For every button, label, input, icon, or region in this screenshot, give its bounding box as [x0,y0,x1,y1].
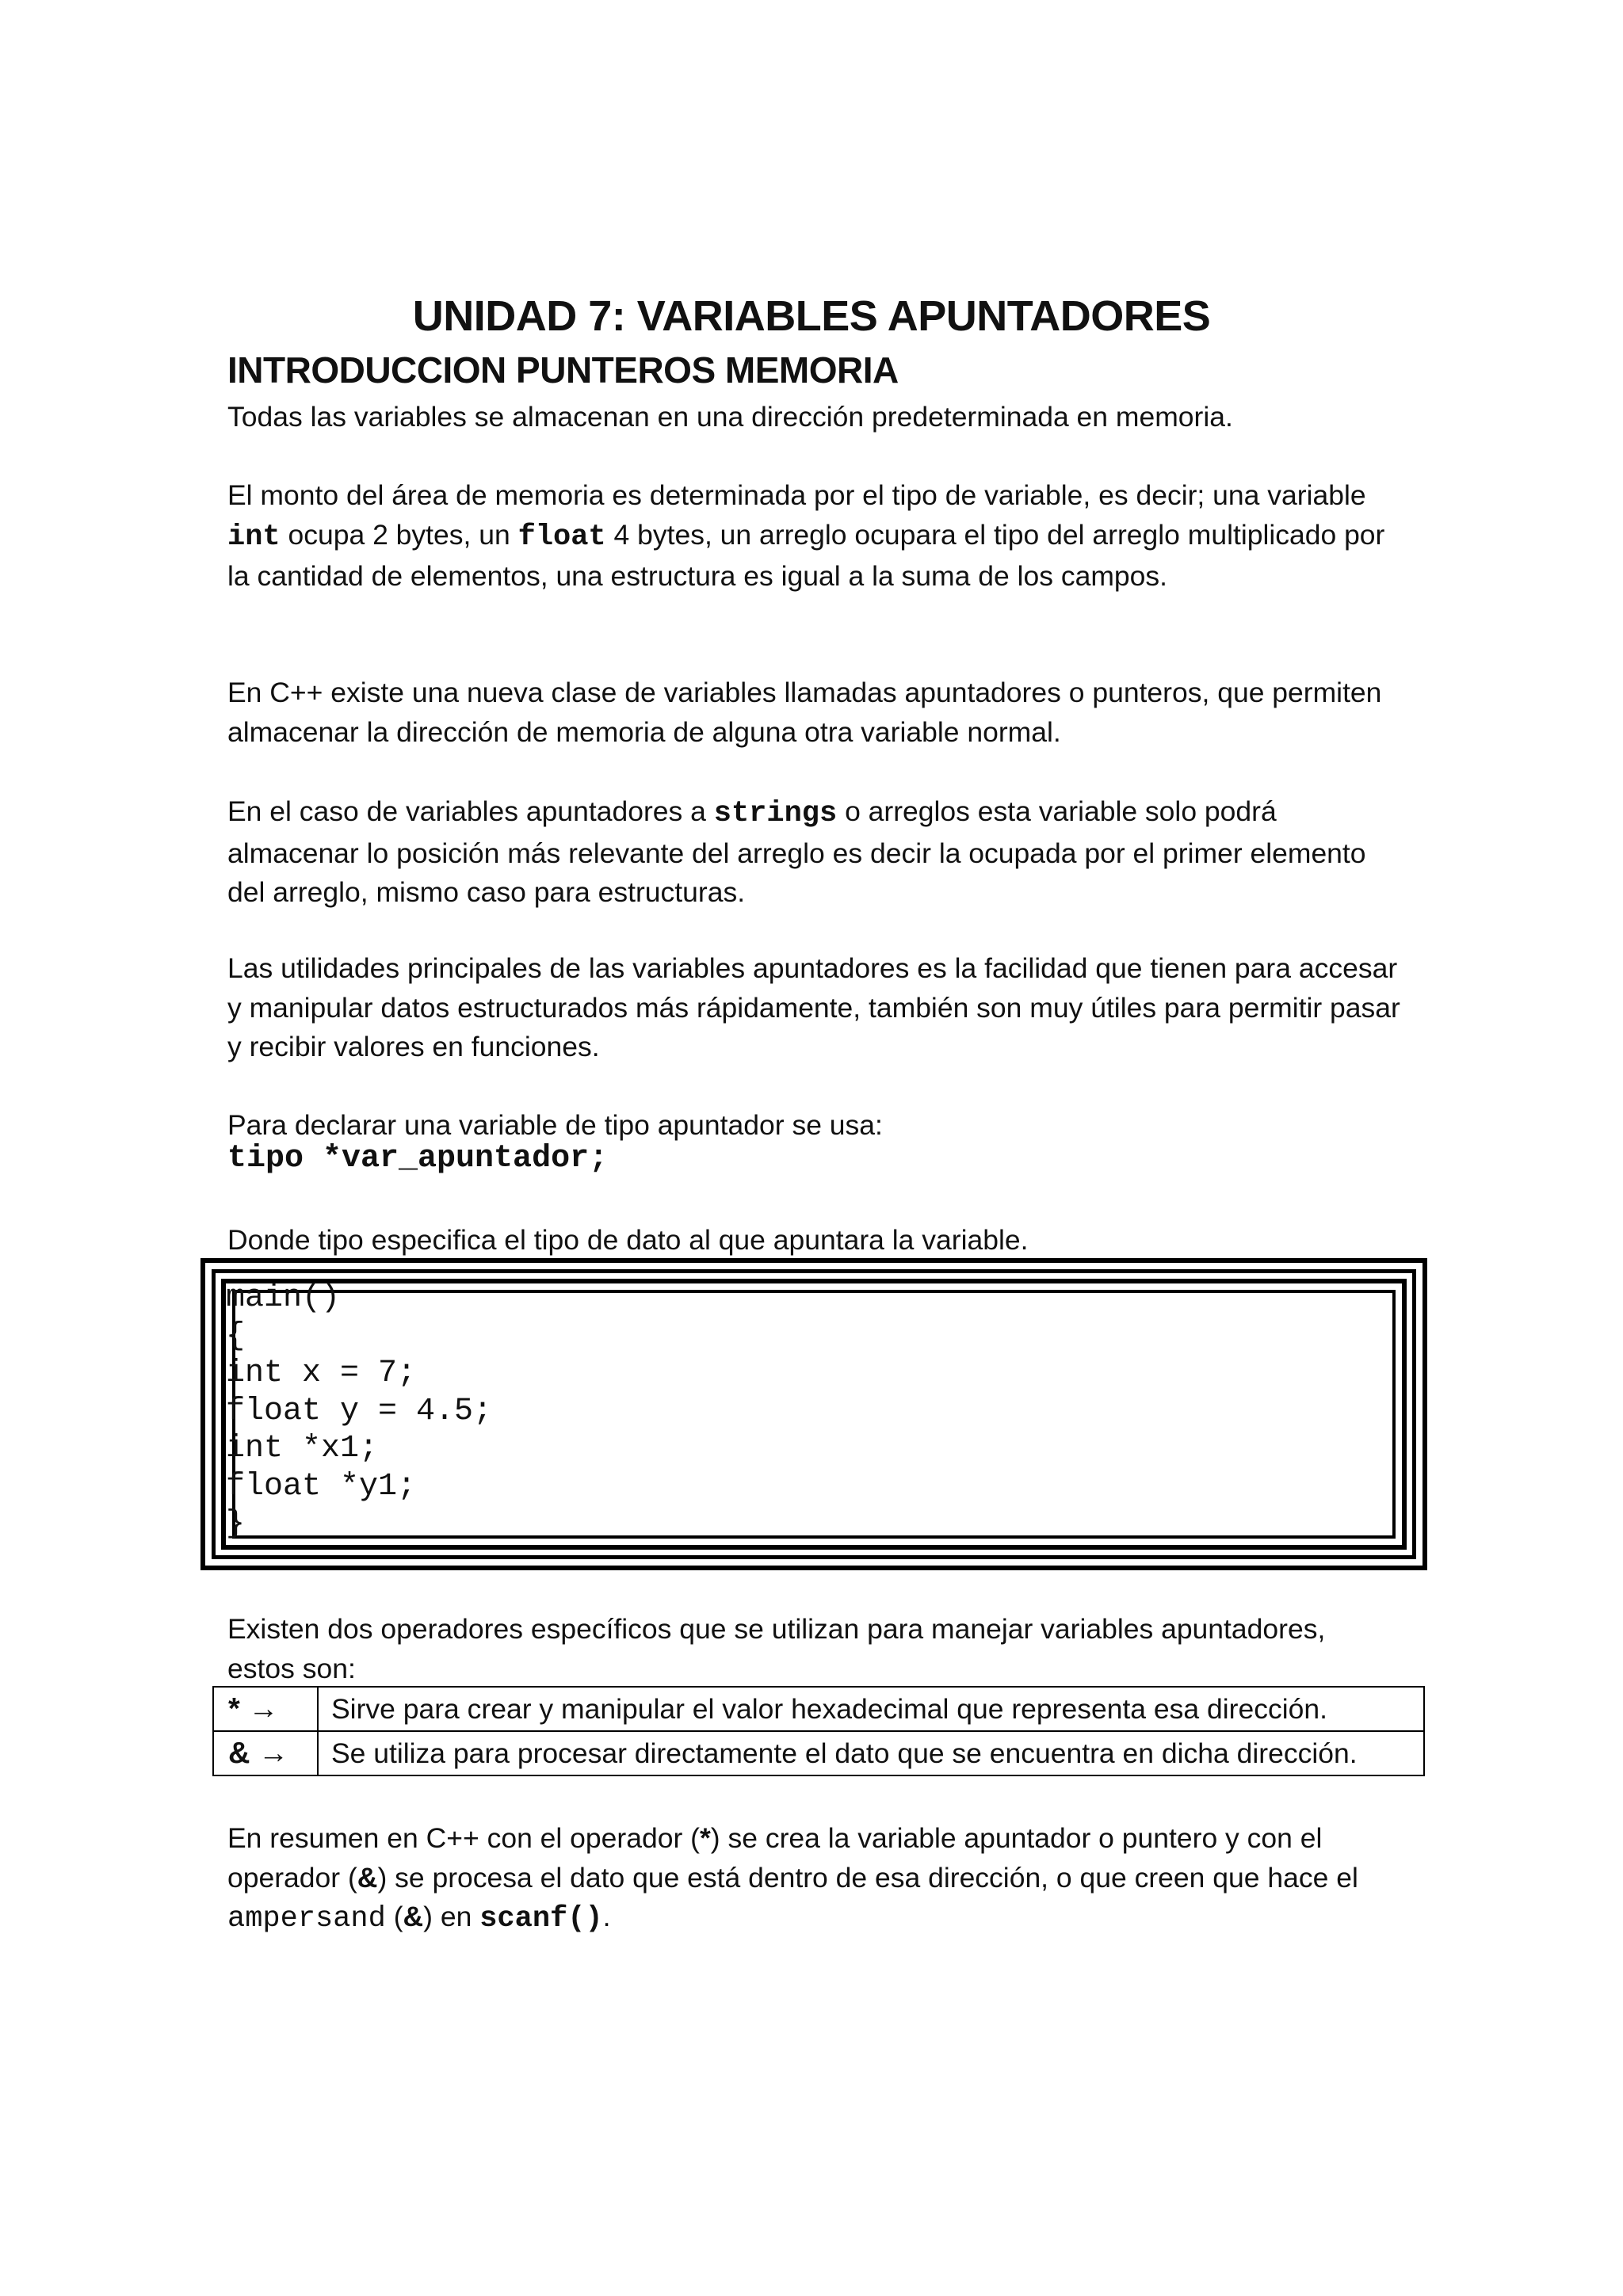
paragraph-2: El monto del área de memoria es determinada por el tipo de variable, es decir; una variable int ocupa 2 bytes, un float 4 bytes, un arreglo ocupara el tipo del arreglo multiplicado por la cantidad de elementos, una estructura es igual a la suma de los campos. [227,479,1385,592]
section-heading: INTRODUCCION PUNTEROS MEMORIA [227,349,899,391]
code-line: main() [226,1280,341,1316]
paragraph-3: En C++ existe una nueva clase de variables llamadas apuntadores o punteros, que permiten almacenar la dirección de memoria de alguna otra variable normal. [227,677,1382,748]
operator-description: Sirve para crear y manipular el valor hexadecimal que representa esa dirección. [318,1687,1424,1731]
table-row [213,1687,1424,1731]
paragraph-9: En resumen en C++ con el operador (*) se crea la variable apuntador o puntero y con el operador (&) se procesa el dato que está dentro de esa dirección, o que creen que hace el ampersand (&) en scanf(). [227,1822,1358,1936]
pointer-declaration: tipo *var_apuntador; [227,1141,609,1177]
keyword-float: float [517,520,606,554]
paragraph-1: Todas las variables se almacenan en una dirección predeterminada en memoria. [227,401,1233,433]
keyword-strings: strings [713,797,838,830]
paragraph-7: Donde tipo especifica el tipo de dato al que apuntara la variable. [227,1224,1029,1256]
keyword-scanf: scanf() [479,1902,603,1936]
paragraph-8: Existen dos operadores específicos que se utilizan para manejar variables apuntadores, estos son: [227,1613,1326,1684]
operator-description: Se utiliza para procesar directamente el dato que se encuentra en dicha dirección. [318,1731,1424,1775]
code-line: { [226,1318,246,1354]
code-line: } [226,1506,246,1542]
code-line: float *y1; [226,1468,417,1505]
paragraph-6: Para declarar una variable de tipo apuntador se usa: [227,1109,883,1141]
code-line: int x = 7; [226,1356,417,1391]
operator-symbol: * → [213,1687,318,1731]
page-title: UNIDAD 7: VARIABLES APUNTADORES [412,292,1211,340]
operator-symbol: & → [213,1731,318,1775]
paragraph-4: En el caso de variables apuntadores a strings o arreglos esta variable solo podrá almacenar lo posición más relevante del arreglo es decir la ocupada por el primer elemento del arreglo, mismo caso para estructuras. [227,795,1366,908]
code-line: float y = 4.5; [226,1393,493,1429]
paragraph-5: Las utilidades principales de las variables apuntadores es la facilidad que tienen para accesar y manipular datos estructurados más rápidamente, también son muy útiles para permitir pasar y recibir valores en funciones. [227,952,1400,1062]
code-line: int *x1; [226,1431,379,1466]
table-row [213,1731,1424,1775]
operators-table [212,1686,1425,1776]
keyword-int: int [227,520,281,554]
code-block [226,1280,492,1543]
